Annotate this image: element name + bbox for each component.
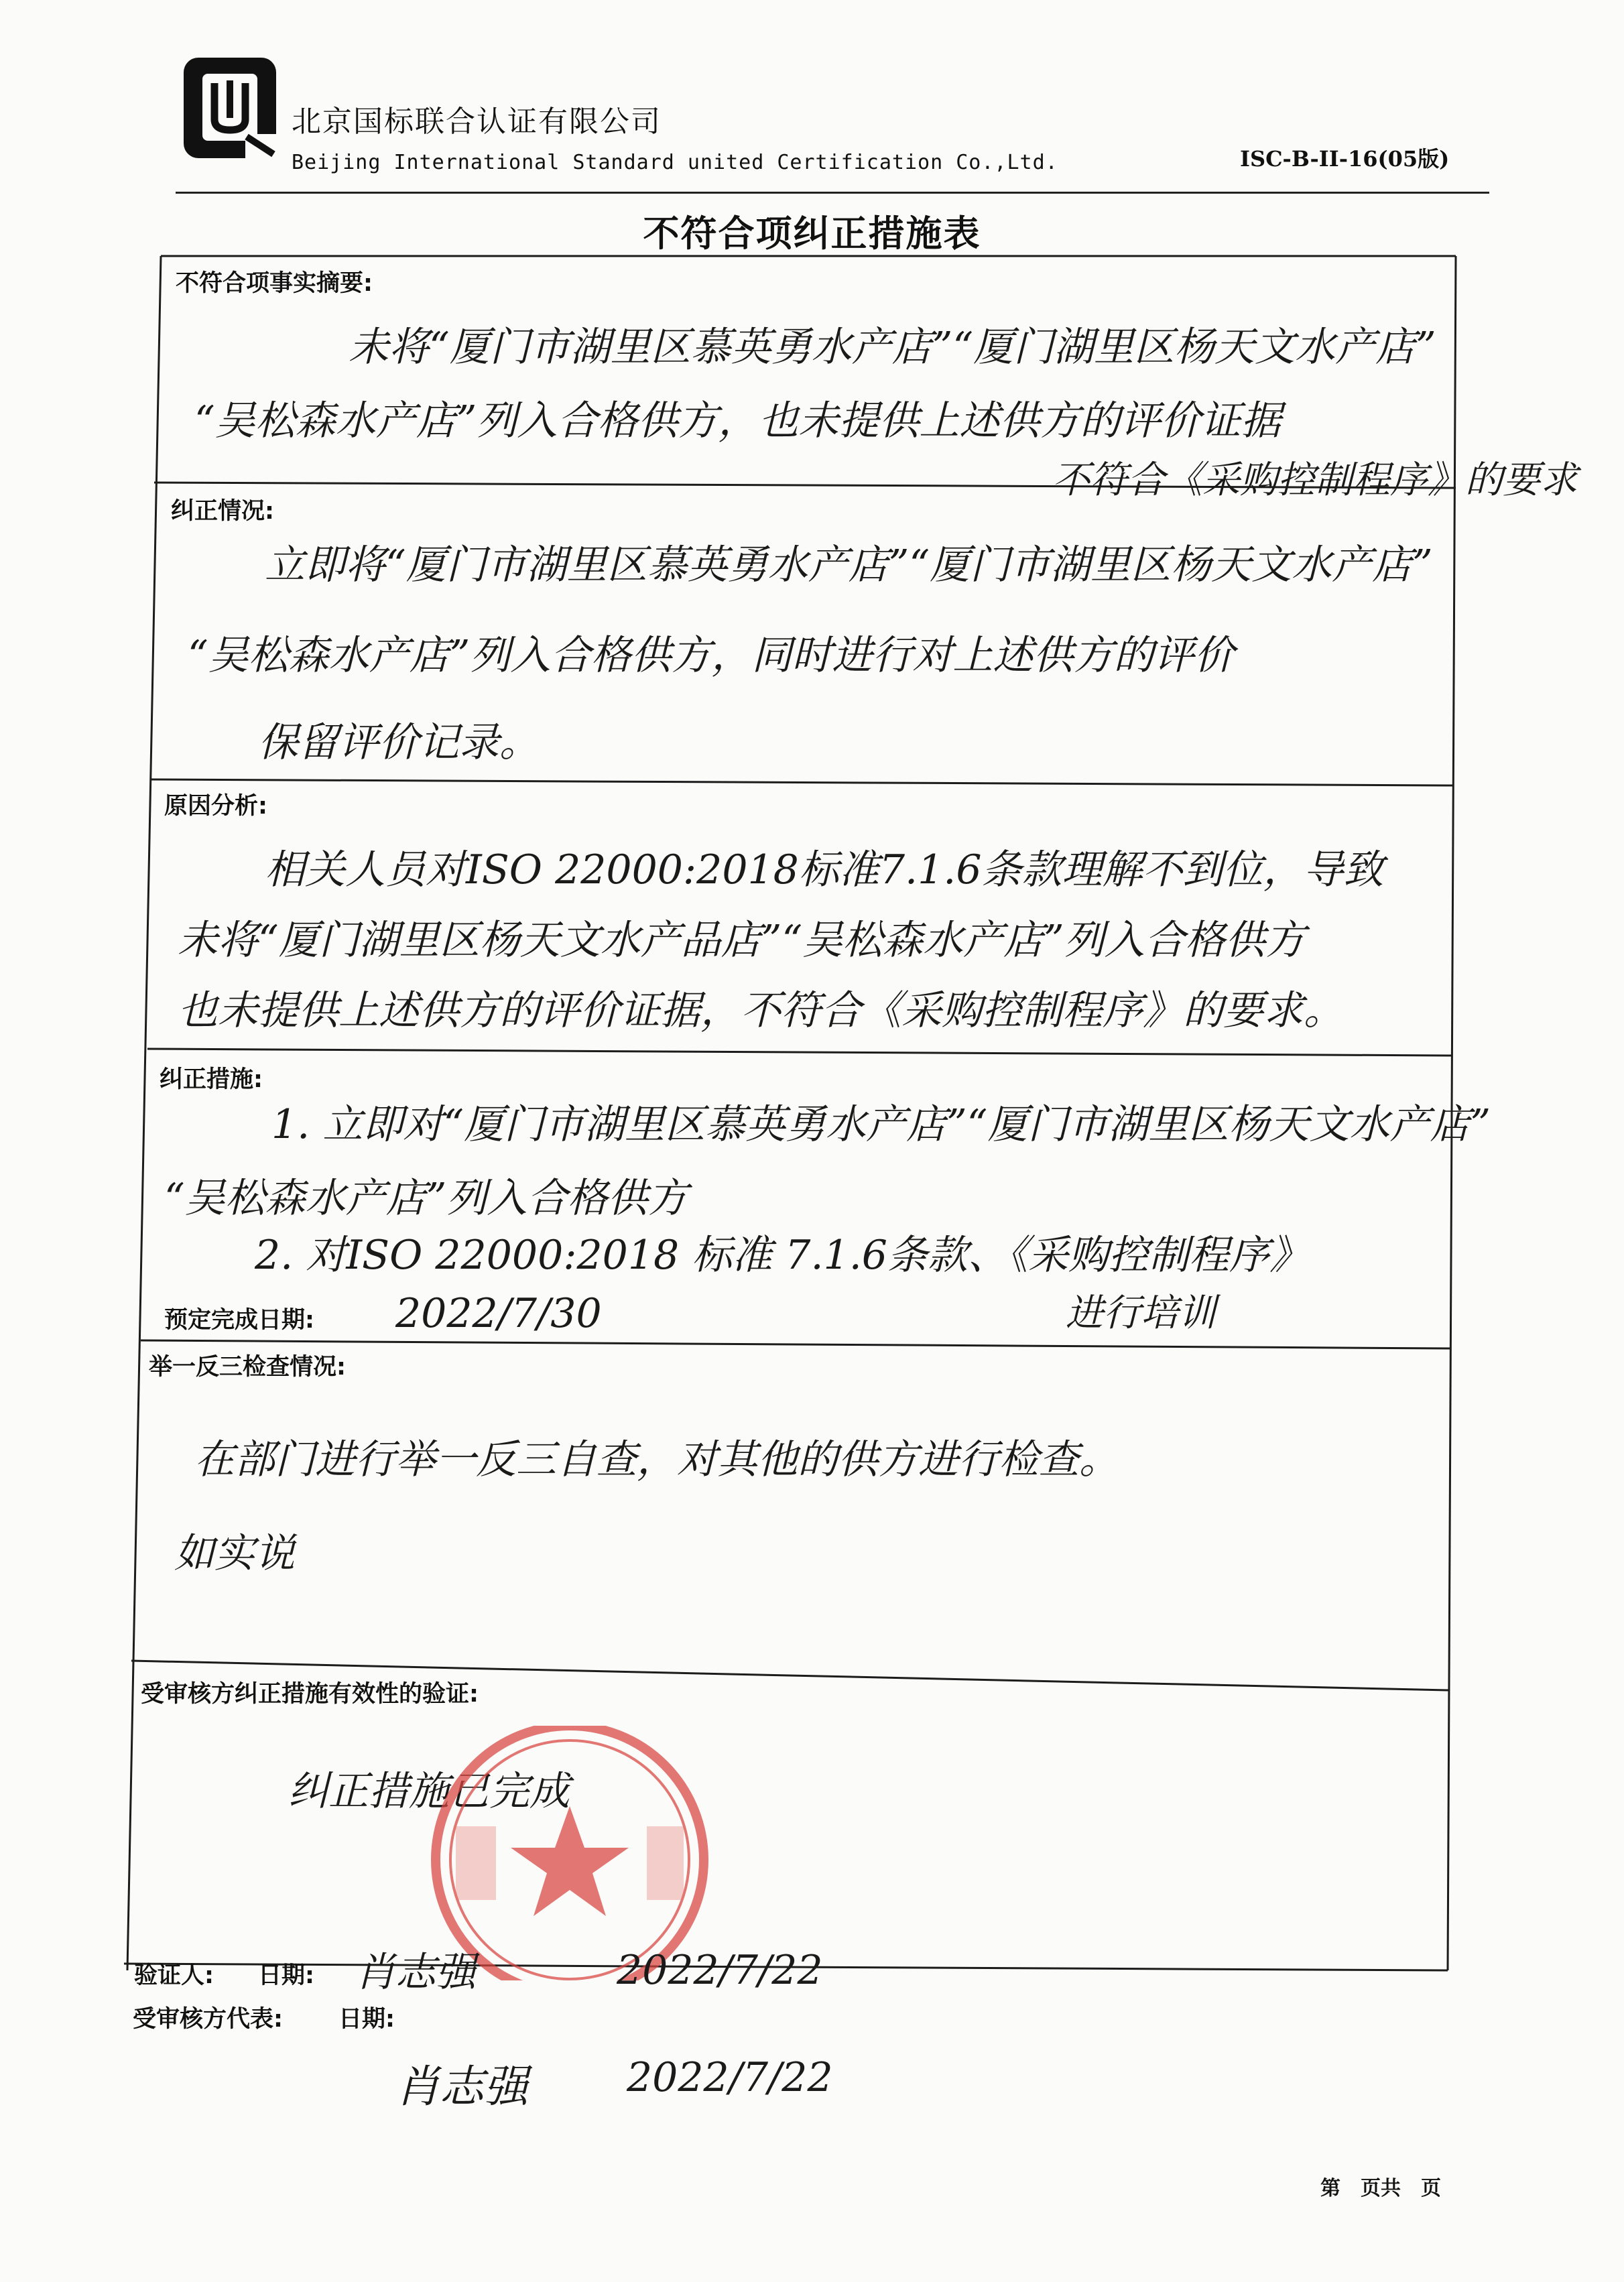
summary-line-3: 不符合《采购控制程序》的要求 xyxy=(1052,458,1578,502)
verification-label: 受审核方纠正措施有效性的验证: xyxy=(141,1681,479,1708)
form-title: 不符合项纠正措施表 xyxy=(643,212,981,255)
inference-label: 举一反三检查情况: xyxy=(149,1354,346,1381)
correction-label: 纠正情况: xyxy=(171,498,274,525)
verification-text: 纠正措施已完成 xyxy=(288,1768,570,1815)
correction-line-3: 保留评价记录。 xyxy=(258,719,540,766)
summary-line-2: “吴松森水产店”列入合格供方，也未提供上述供方的评价证据 xyxy=(194,397,1282,444)
cause-line-2: 未将“厦门湖里区杨天文水产品店”“吴松森水产店”列入合格供方 xyxy=(178,917,1306,964)
action-line-4: 进行培训 xyxy=(1066,1291,1216,1335)
auditee-rep-date-value: 2022/7/22 xyxy=(627,2054,833,2101)
action-label: 纠正措施: xyxy=(160,1066,263,1093)
page-number-footer: 第 页共 页 xyxy=(1320,2177,1441,2200)
auditee-rep-label: 受审核方代表: xyxy=(133,2006,283,2033)
company-name-en: Beijing International Standard united Certification Co.,Ltd. xyxy=(292,151,1058,174)
cause-label: 原因分析: xyxy=(164,793,267,820)
form-code: ISC-B-II-16(05版) xyxy=(1240,146,1450,172)
summary-line-1: 未将“厦门市湖里区慕英勇水产店”“厦门湖里区杨天文水产店” xyxy=(349,324,1436,371)
verifier-date-value: 2022/7/22 xyxy=(617,1947,823,1994)
due-date-label: 预定完成日期: xyxy=(164,1307,314,1334)
auditee-rep-date-label: 日期: xyxy=(338,2006,395,2033)
summary-label: 不符合项事实摘要: xyxy=(176,270,373,297)
correction-line-1: 立即将“厦门市湖里区慕英勇水产店”“厦门市湖里区杨天文水产店” xyxy=(265,542,1433,588)
inference-line-1: 在部门进行举一反三自查，对其他的供方进行检查。 xyxy=(194,1436,1119,1483)
verifier-signature: 肖志强 xyxy=(355,1949,476,1996)
action-line-1: 1. 立即对“厦门市湖里区慕英勇水产店”“厦门市湖里区杨天文水产店” xyxy=(271,1101,1491,1148)
action-line-3: 2. 对ISO 22000:2018 标准 7.1.6条款、《采购控制程序》 xyxy=(255,1232,1310,1279)
verifier-date-label: 日期: xyxy=(258,1962,314,1989)
company-name-cn: 北京国标联合认证有限公司 xyxy=(292,105,662,139)
cause-line-3: 也未提供上述供方的评价证据，不符合《采购控制程序》的要求。 xyxy=(178,987,1344,1034)
cause-line-1: 相关人员对ISO 22000:2018标准7.1.6条款理解不到位，导致 xyxy=(265,846,1384,893)
inference-line-2: 如实说 xyxy=(174,1530,295,1577)
due-date-value: 2022/7/30 xyxy=(395,1290,602,1337)
auditee-rep-signature: 肖志强 xyxy=(395,2061,528,2112)
action-line-2: “吴松森水产店”列入合格供方 xyxy=(164,1175,688,1222)
correction-line-2: “吴松森水产店”列入合格供方，同时进行对上述供方的评价 xyxy=(188,632,1235,679)
verifier-label: 验证人: xyxy=(134,1962,214,1989)
